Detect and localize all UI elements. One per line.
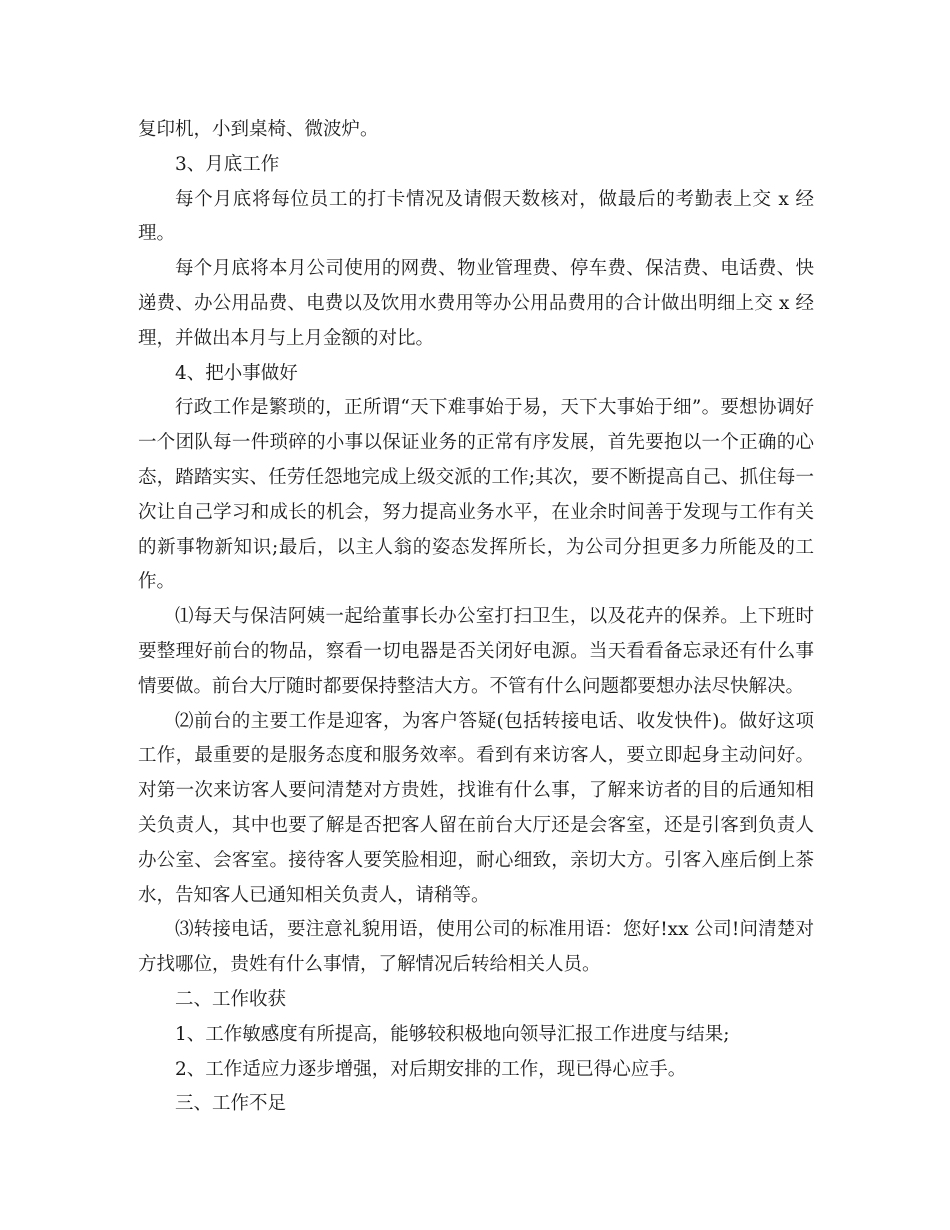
paragraph-daily-cleaning: ⑴每天与保洁阿姨一起给董事长办公室打扫卫生，以及花卉的保养。上下班时要整理好前台的物品，察看一切电器是否关闭好电源。当天看看备忘录还有什么事情要做。前台大厅随时都要保持整洁大方。不管有什么问题都要想办法尽快解决。: [138, 606, 814, 697]
paragraph-copier-continuation: 复印机，小到桌椅、微波炉。: [138, 119, 379, 140]
paragraph-attendance-check: 每个月底将每位员工的打卡情况及请假天数核对，做最后的考勤表上交 x 经理。: [138, 188, 814, 245]
paragraph-expense-summary: 每个月底将本月公司使用的网费、物业管理费、停车费、保洁费、电话费、快递费、办公用品费、电费以及饮用水费用等办公用品费用的合计做出明细上交 x 经理，并做出本月与上月金额的对比。: [138, 258, 814, 349]
heading-month-end-work: 3、月底工作: [175, 153, 280, 175]
heading-work-gains: 二、工作收获: [175, 988, 287, 1010]
heading-small-things: 4、把小事做好: [175, 362, 298, 384]
list-item-gain-1: 1、工作敏感度有所提高，能够较积极地向领导汇报工作进度与结果;: [175, 1023, 730, 1045]
heading-work-shortcomings: 三、工作不足: [175, 1093, 287, 1115]
document-body: [138, 113, 814, 1122]
paragraph-phone-transfer: ⑶转接电话，要注意礼貌用语，使用公司的标准用语：您好!xx 公司!问清楚对方找哪位，贵姓有什么事情，了解情况后转给相关人员。: [138, 919, 814, 976]
paragraph-reception-duties: ⑵前台的主要工作是迎客，为客户答疑(包括转接电话、收发快件)。做好这项工作，最重要的是服务态度和服务效率。看到有来访客人，要立即起身主动问好。对第一次来访客人要问清楚对方贵姓，找谁有什么事，了解来访者的目的后通知相关负责人，其中也要了解是否把客人留在前台大厅还是会客室，还是引客到负责人办公室、会客室。接待客人要笑脸相迎，耐心细致，亲切大方。引客入座后倒上茶水，告知客人已通知相关负责人，请稍等。: [138, 710, 814, 906]
paragraph-admin-work: 行政工作是繁琐的，正所谓“天下难事始于易，天下大事始于细”。要想协调好一个团队每一件琐碎的小事以保证业务的正常有序发展，首先要抱以一个正确的心态，踏踏实实、任劳任怨地完成上级交派的工作;其次，要不断提高自己、抓住每一次让自己学习和成长的机会，努力提高业务水平，在业余时间善于发现与工作有关的新事物新知识;最后，以主人翁的姿态发挥所长，为公司分担更多力所能及的工作。: [138, 397, 814, 593]
list-item-gain-2: 2、工作适应力逐步增强，对后期安排的工作，现已得心应手。: [175, 1058, 687, 1080]
